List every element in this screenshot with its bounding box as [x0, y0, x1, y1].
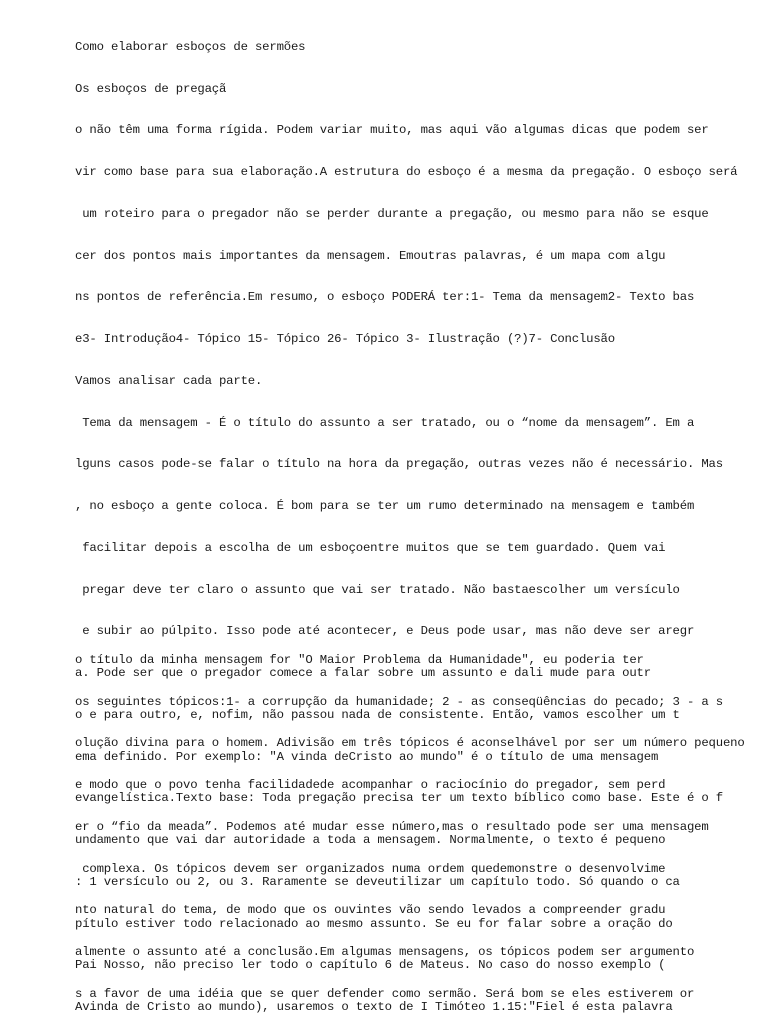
text-line: undamento que vai dar autoridade a toda a mensagem. Normalmente, o texto é pequeno	[75, 833, 666, 848]
text-line: pítulo estiver todo relacionado ao mesmo assunto. Se eu for falar sobre a oração do	[75, 916, 673, 931]
text-line: a. Pode ser que o pregador comece a falar sobre um assunto e dali mude para outr	[75, 666, 651, 681]
text-line: , no esboço a gente coloca. É bom para se ter um rumo determinado na mensagem e também	[75, 499, 695, 514]
text-line: Como elaborar esboços de sermões	[75, 39, 306, 54]
text-line: um roteiro para o pregador não se perder durante a pregação, ou mesmo para não se esque	[75, 206, 709, 221]
text-line: ns pontos de referência.Em resumo, o esboço PODERÁ ter:1- Tema da mensagem2- Texto bas	[75, 290, 695, 305]
text-line: evangelística.Texto base: Toda pregação precisa ter um texto bíblico como base. Este é o f	[75, 791, 723, 806]
text-line: pregar deve ter claro o assunto que vai ser tratado. Não bastaescolher um versículo	[75, 582, 680, 597]
text-line: e modo que o povo tenha facilidadede acompanhar o raciocínio do pregador, sem perd	[75, 778, 666, 793]
text-line: vir como base para sua elaboração.A estrutura do esboço é a mesma da pregação. O esboço será	[75, 165, 738, 180]
text-block-3	[75, 1006, 765, 1024]
text-line: nto natural do tema, de modo que os ouvintes vão sendo levados a compreender gradu	[75, 903, 666, 918]
text-block-2	[75, 626, 765, 1024]
text-line: e3- Introdução4- Tópico 15- Tópico 26- Tópico 3- Ilustração (?)7- Conclusão	[75, 332, 615, 347]
text-line: o não têm uma forma rígida. Podem variar muito, mas aqui vão algumas dicas que podem ser	[75, 123, 709, 138]
text-line: Avinda de Cristo ao mundo), usaremos o texto de I Timóteo 1.15:"Fiel é esta palavra	[75, 1000, 673, 1015]
text-line: s a favor de uma idéia que se quer defender como sermão. Será bom se eles estiverem or	[75, 986, 695, 1001]
text-line: e subir ao púlpito. Isso pode até acontecer, e Deus pode usar, mas não deve ser aregr	[75, 624, 695, 639]
text-line: Vamos analisar cada parte.	[75, 373, 263, 388]
text-line: os seguintes tópicos:1- a corrupção da humanidade; 2 - as conseqüências do pecado; 3 - a s	[75, 694, 723, 709]
text-line: Pai Nosso, não preciso ler todo o capítulo 6 de Mateus. No caso do nosso exemplo (	[75, 958, 666, 973]
text-line: cer dos pontos mais importantes da mensagem. Emoutras palavras, é um mapa com algu	[75, 248, 666, 263]
text-line: Os esboços de pregaçã	[75, 81, 227, 96]
text-line: facilitar depois a escolha de um esboçoentre muitos que se tem guardado. Quem vai	[75, 540, 666, 555]
text-line: olução divina para o homem. Adivisão em três tópicos é aconselhável por ser um número pequeno	[75, 736, 745, 751]
text-line: : 1 versículo ou 2, ou 3. Raramente se deveutilizar um capítulo todo. Só quando o ca	[75, 874, 680, 889]
text-line: ema definido. Por exemplo: "A vinda deCristo ao mundo" é o título de uma mensagem	[75, 749, 659, 764]
text-line: lguns casos pode-se falar o título na hora da pregação, outras vezes não é necessário. Mas	[75, 457, 723, 472]
text-line: Tema da mensagem - É o título do assunto a ser tratado, ou o “nome da mensagem”. Em a	[75, 415, 695, 430]
text-line: o título da minha mensagem for "O Maior Problema da Humanidade", eu poderia ter	[75, 652, 644, 667]
text-line: er o “fio da meada”. Podemos até mudar esse número,mas o resultado pode ser uma mensagem	[75, 819, 709, 834]
text-line: complexa. Os tópicos devem ser organizados numa ordem quedemonstre o desenvolvime	[75, 861, 666, 876]
text-line: o e para outro, e, nofim, não passou nada de consistente. Então, vamos escolher um t	[75, 707, 680, 722]
text-line: almente o assunto até a conclusão.Em algumas mensagens, os tópicos podem ser argumento	[75, 945, 695, 960]
